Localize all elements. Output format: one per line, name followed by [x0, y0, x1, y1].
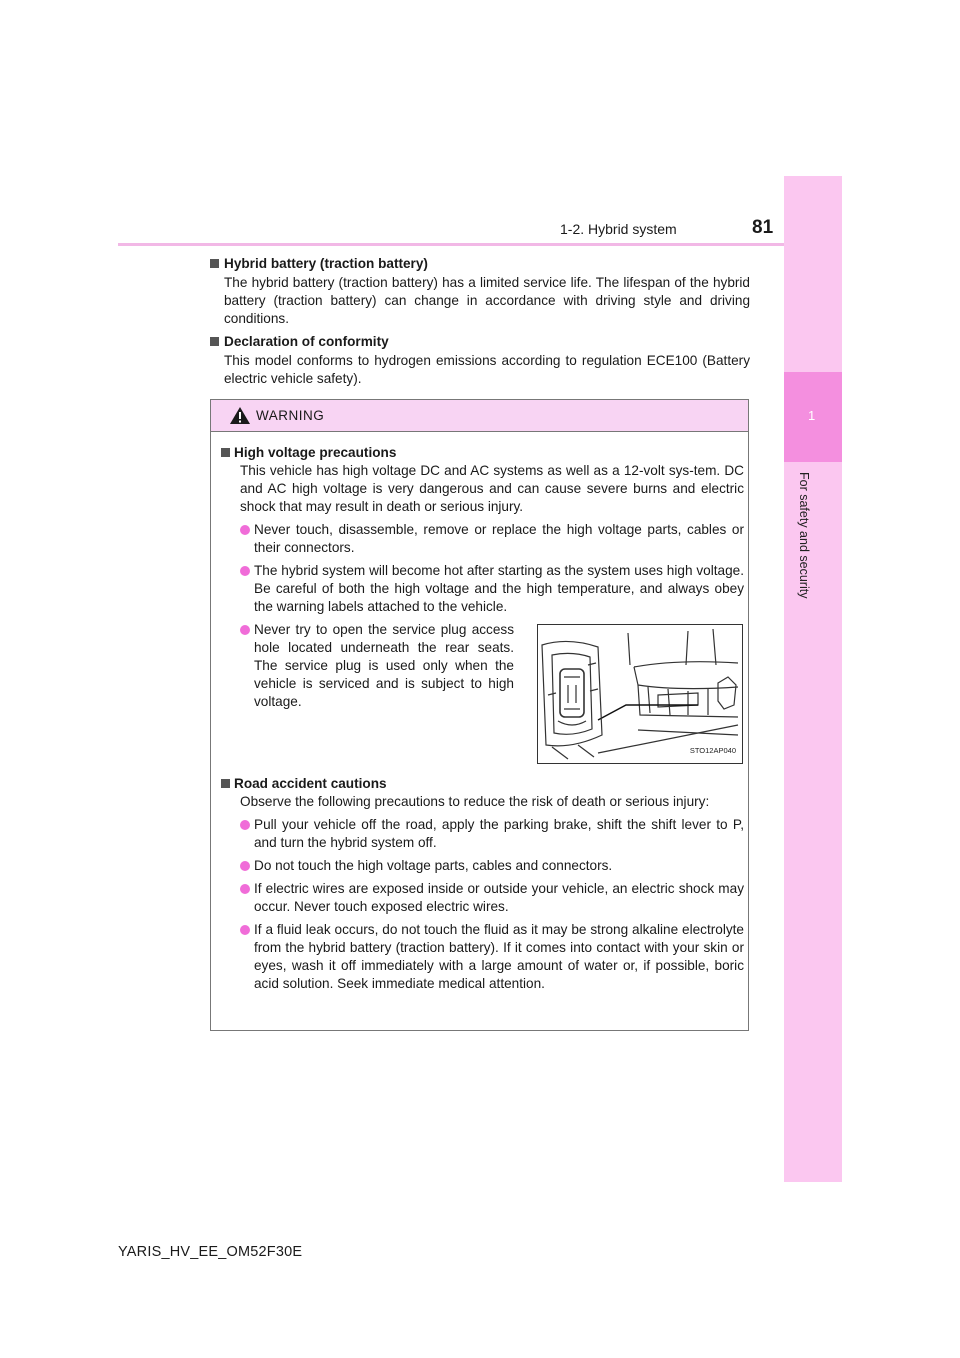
document-code-footer: YARIS_HV_EE_OM52F30E [118, 1244, 303, 1260]
bullet-item [221, 921, 744, 993]
warning-box [210, 399, 749, 1031]
section-heading-text: Declaration of conformity [224, 334, 389, 349]
bullet-text: Do not touch the high voltage parts, cables and connectors. [254, 858, 613, 873]
square-bullet-icon [221, 448, 230, 457]
section-body: The hybrid battery (traction battery) has a limited service life. The lifespan of the hybrid battery (traction battery) can change in accordance with driving style and driving conditions. [224, 275, 750, 326]
bullet-item [221, 857, 744, 875]
square-bullet-icon [210, 259, 219, 268]
bullet-text: If electric wires are exposed inside or outside your vehicle, an electric shock may occur. Never touch exposed electric wires. [254, 881, 744, 914]
section-heading-text: Hybrid battery (traction battery) [224, 256, 428, 271]
bullet-text: Never touch, disassemble, remove or replace the high voltage parts, cables or their connectors. [254, 522, 744, 555]
chapter-number: 1 [808, 408, 816, 423]
service-plug-illustration [537, 624, 743, 764]
warning-triangle-icon [229, 406, 251, 425]
warning-body [221, 444, 744, 998]
bullet-item [221, 562, 744, 616]
bullet-text: Pull your vehicle off the road, apply the parking brake, shift the shift lever to P, and turn the hybrid system off. [254, 817, 744, 850]
bullet-dot-icon [240, 820, 250, 830]
section-body: This model conforms to hydrogen emissions according to regulation ECE100 (Battery electric vehicle safety). [224, 353, 750, 386]
bullet-text: If a fluid leak occurs, do not touch the fluid as it may be strong alkaline electrolyte from the hybrid battery (traction battery). If it comes into contact with your skin or eyes, wash it off immediately with a large amount of water or, if possible, boric acid solution. Seek immediate medical attention. [254, 922, 744, 991]
bullet-dot-icon [240, 525, 250, 535]
warning-subheading [221, 775, 744, 793]
bullet-item [221, 521, 744, 557]
section-heading [210, 255, 750, 273]
chapter-side-tab[interactable] [784, 176, 842, 1182]
warning-paragraph: This vehicle has high voltage DC and AC systems as well as a 12-volt sys-tem. DC and AC high voltage is very dangerous and can cause severe burns and electric shock that may result in death or serious injury. [240, 463, 744, 514]
square-bullet-icon [221, 779, 230, 788]
bullet-item [221, 621, 514, 711]
bullet-item [221, 880, 744, 916]
bullet-dot-icon [240, 566, 250, 576]
bullet-dot-icon [240, 625, 250, 635]
bullet-item [221, 816, 744, 852]
main-content [210, 255, 750, 393]
bullet-dot-icon [240, 861, 250, 871]
bullet-dot-icon [240, 884, 250, 894]
warning-subheading [221, 444, 744, 462]
figure-code: STO12AP040 [689, 746, 736, 755]
section-heading [210, 333, 750, 351]
warning-label: WARNING [256, 408, 325, 423]
page-number: 81 [752, 217, 774, 238]
header-divider [118, 243, 784, 246]
bullet-text: Never try to open the service plug access hole located underneath the rear seats. The service plug is used only when the vehicle is serviced and is subject to high voltage. [254, 622, 514, 709]
chapter-title: For safety and security [797, 472, 811, 599]
bullet-dot-icon [240, 925, 250, 935]
warning-subheading-text: Road accident cautions [234, 776, 387, 791]
warning-paragraph: Observe the following precautions to reduce the risk of death or serious injury: [240, 794, 710, 809]
bullet-text: The hybrid system will become hot after starting as the system uses high voltage. Be careful of both the high voltage and the high temperature, and always obey the warning labels attached to the vehicle. [254, 563, 744, 614]
warning-subheading-text: High voltage precautions [234, 445, 397, 460]
warning-header [211, 400, 748, 432]
bullet-with-figure [221, 621, 744, 769]
square-bullet-icon [210, 337, 219, 346]
header-section-title: 1-2. Hybrid system [560, 221, 677, 237]
